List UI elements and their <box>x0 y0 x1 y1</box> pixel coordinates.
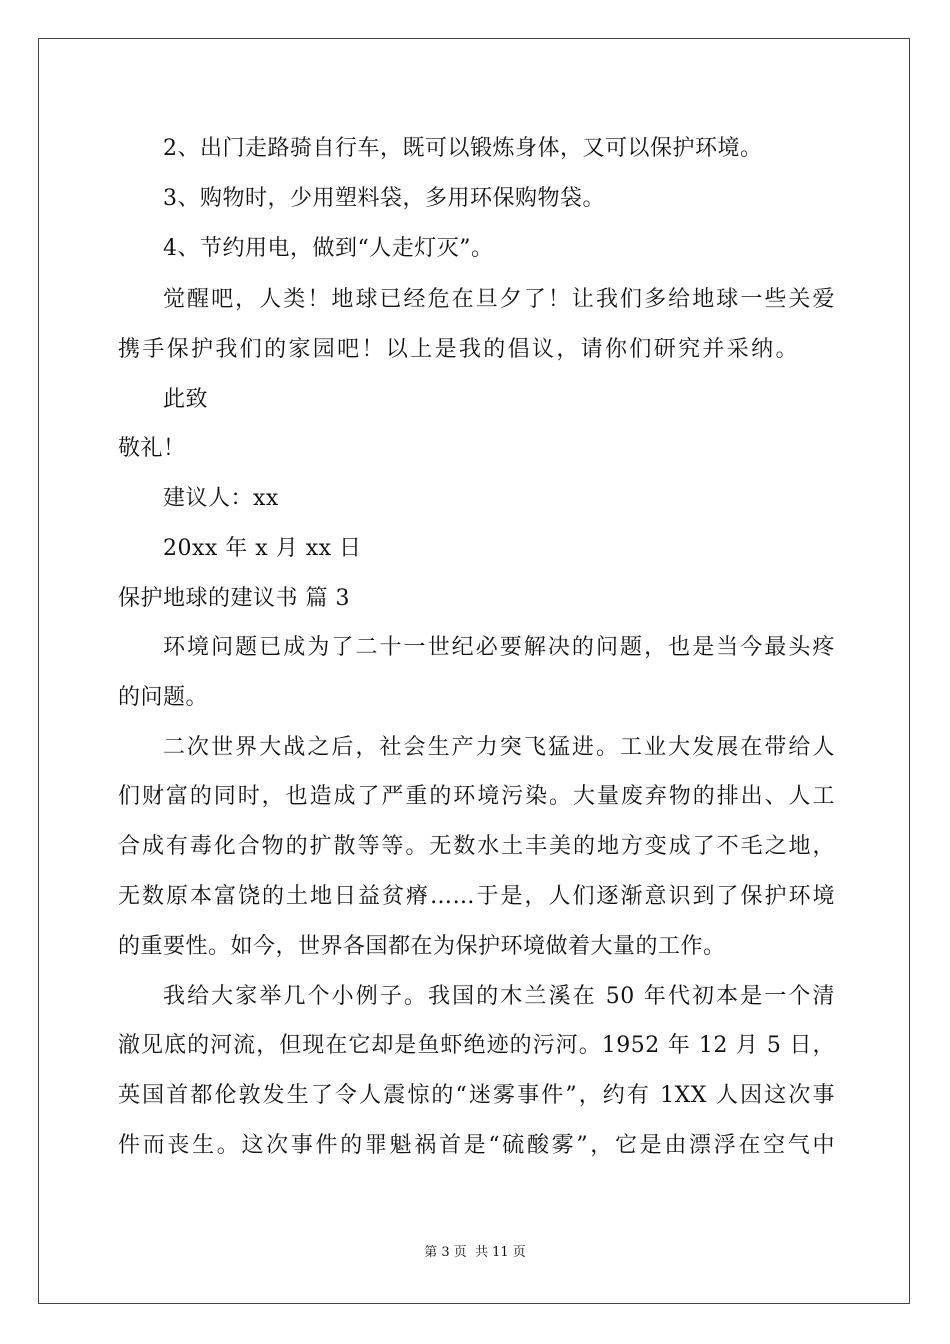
text-line: 澈见底的河流，但现在它却是鱼虾绝迹的污河。1952 年 12 月 5 日， <box>118 1033 835 1058</box>
section-heading: 保护地球的建议书 篇 3 <box>118 586 350 611</box>
text-line: 无数原本富饶的土地日益贫瘠……于是，人们逐渐意识到了保护环境 <box>118 884 835 909</box>
text-line: 的重要性。如今，世界各国都在为保护环境做着大量的工作。 <box>118 934 726 959</box>
text-line: 环境问题已成为了二十一世纪必要解决的问题，也是当今最头疼 <box>163 635 835 660</box>
text-line: 的问题。 <box>118 685 209 710</box>
text-line: 2、出门走路骑自行车，既可以锻炼身体，又可以保护环境。 <box>163 136 763 161</box>
text-line: 英国首都伦敦发生了令人震惊的“迷雾事件”，约有 1XX 人因这次事 <box>118 1083 835 1108</box>
text-line: 合成有毒化合物的扩散等等。无数水土丰美的地方变成了不毛之地， <box>118 834 835 859</box>
text-line: 们财富的同时，也造成了严重的环境污染。大量废弃物的排出、人工 <box>118 784 835 809</box>
text-line: 4、节约用电，做到“人走灯灭”。 <box>163 236 494 261</box>
text-line: 3、购物时，少用塑料袋，多用环保购物袋。 <box>163 186 605 211</box>
text-line: 携手保护我们的家园吧！以上是我的倡议，请你们研究并采纳。 <box>118 337 798 362</box>
text-line: 20xx 年 x 月 xx 日 <box>163 536 362 561</box>
text-line: 此致 <box>163 387 209 412</box>
page-footer <box>0 1244 950 1262</box>
text-line: 件而丧生。这次事件的罪魁祸首是“硫酸雾”，它是由漂浮在空气中 <box>118 1133 835 1158</box>
text-line: 觉醒吧，人类！地球已经危在旦夕了！让我们多给地球一些关爱 <box>163 287 835 312</box>
text-line: 我给大家举几个小例子。我国的木兰溪在 50 年代初本是一个清 <box>163 984 835 1009</box>
page-total: 共 11 页 <box>474 1245 526 1260</box>
page-frame <box>38 38 910 1304</box>
page-number: 第 3 页 <box>424 1245 467 1260</box>
text-line: 敬礼！ <box>118 436 186 461</box>
text-line: 建议人：xx <box>163 486 279 511</box>
text-line: 二次世界大战之后，社会生产力突飞猛进。工业大发展在带给人 <box>163 735 835 760</box>
